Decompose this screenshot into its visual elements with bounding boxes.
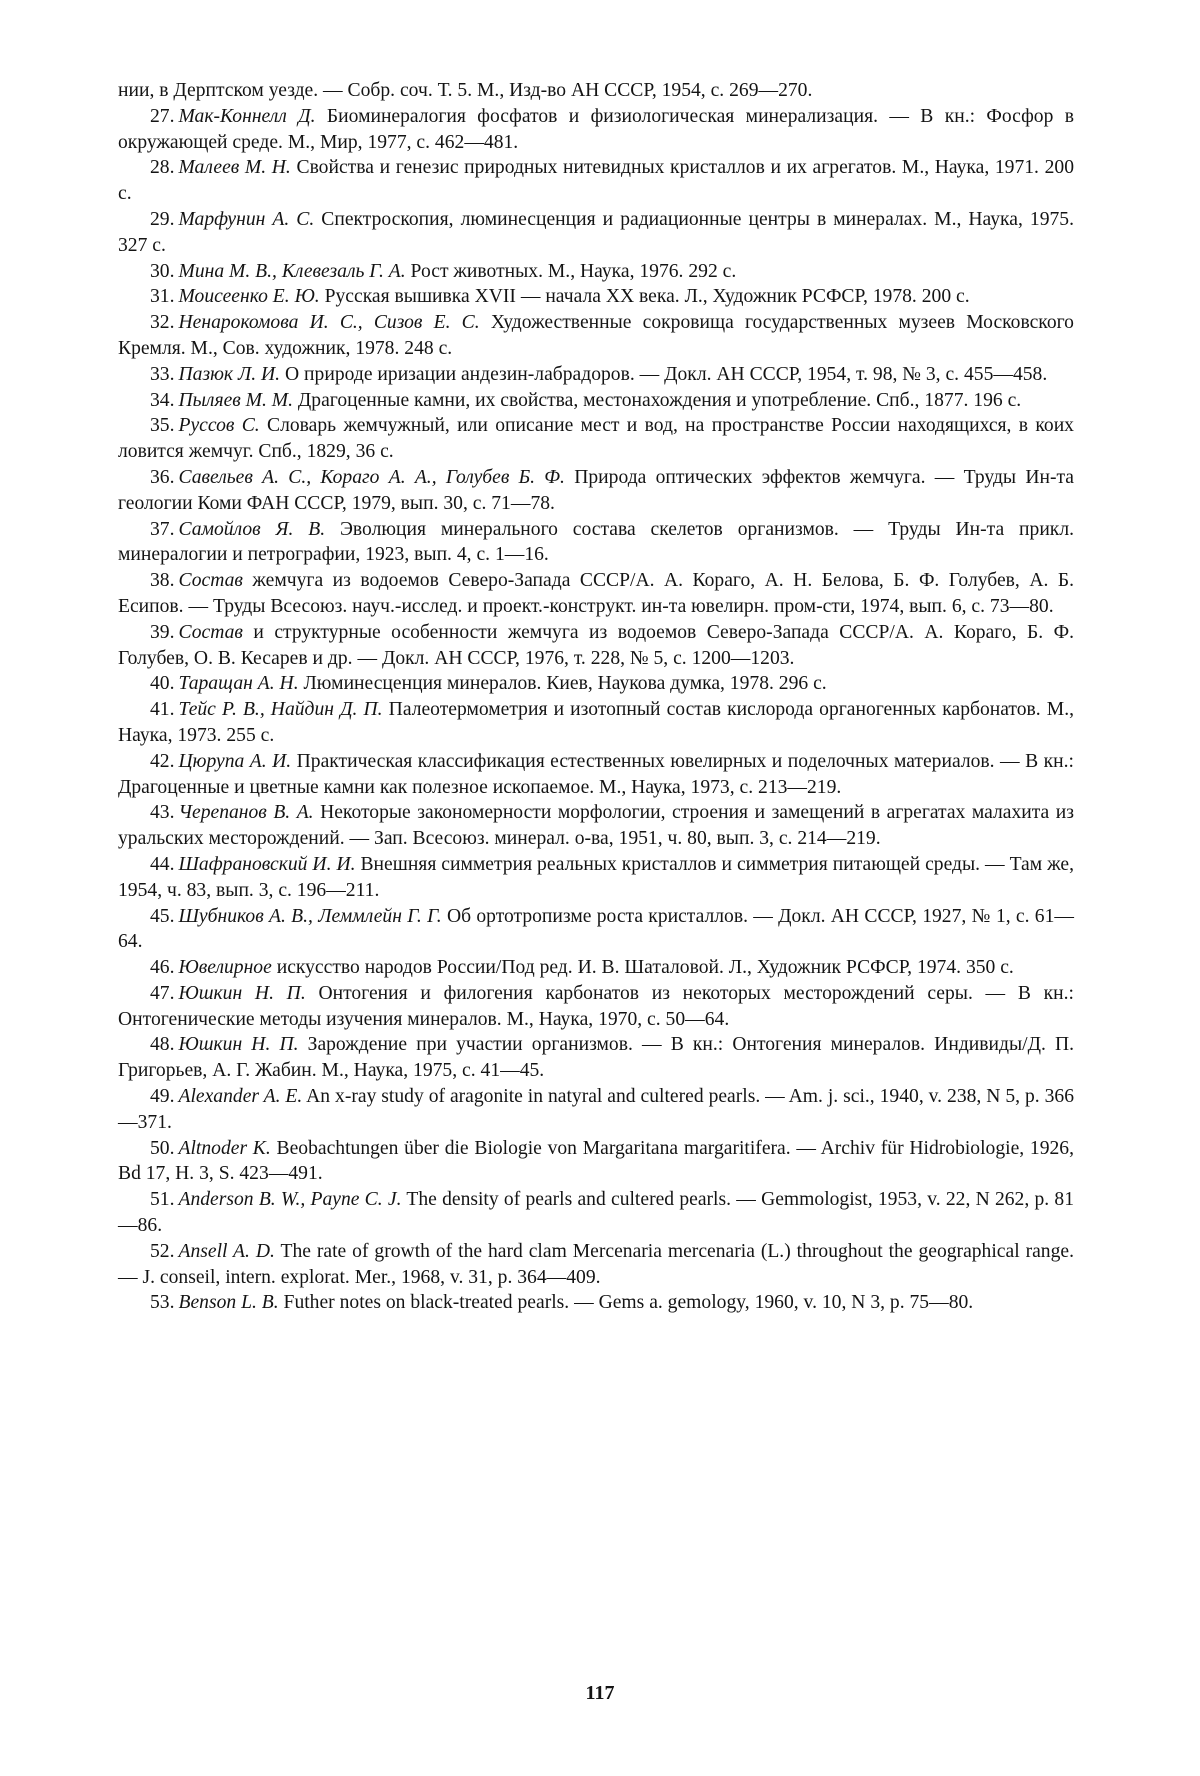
reference-number: 33. (150, 363, 175, 385)
reference-text: Внешняя симметрия реальных кристаллов и симметрия питающей среды. — Там же, 1954, ч. 83, вып. 3, с. 196—211. (118, 853, 1074, 901)
reference-author: Мина М. В., Клевезаль Г. А. (178, 260, 406, 282)
reference-item (118, 1239, 1074, 1291)
reference-author: Марфунин А. С. (178, 208, 315, 230)
reference-number: 44. (150, 853, 175, 875)
reference-item (118, 800, 1074, 852)
reference-number: 30. (150, 260, 175, 282)
reference-author: Состав (178, 570, 243, 592)
reference-item (118, 362, 1074, 388)
reference-number: 52. (150, 1240, 175, 1262)
reference-number: 40. (150, 673, 175, 695)
reference-author: Черепанов В. А. (178, 802, 314, 824)
reference-number: 48. (150, 1034, 175, 1056)
reference-author: Юшкин Н. П. (178, 1034, 299, 1056)
reference-text: Онтогения и филогения карбонатов из некоторых месторождений серы. — В кн.: Онтогенические методы изучения минералов. М., Наука, 1970, с. 50—64. (118, 982, 1074, 1030)
reference-text: и структурные особенности жемчуга из водоемов Северо-Запада СССР/А. А. Кораго, Б. Ф. Голубев, О. В. Кесарев и др. — Докл. АН СССР, 1976, т. 228, № 5, с. 1200—1203. (118, 621, 1074, 669)
reference-text: Природа оптических эффектов жемчуга. — Труды Ин-та геологии Коми ФАН СССР, 1979, вып. 30, с. 71—78. (118, 466, 1075, 514)
reference-text: О природе иризации андезин-лабрадоров. — Докл. АН СССР, 1954, т. 98, № 3, с. 455—458. (285, 363, 1048, 385)
reference-item (118, 1290, 1074, 1316)
reference-author: Тейс Р. В., Найдин Д. П. (178, 699, 383, 721)
reference-item (118, 852, 1074, 904)
reference-author: Altnoder K. (178, 1137, 271, 1159)
reference-item (118, 104, 1074, 156)
reference-text: Люминесценция минералов. Киев, Наукова думка, 1978. 296 с. (303, 673, 827, 695)
reference-text: Спектроскопия, люминесценция и радиационные центры в минералах. М., Наука, 1975. 327 с. (118, 208, 1074, 256)
reference-text: Зарождение при участии организмов. — В кн.: Онтогения минералов. Индивиды/Д. П. Григорьев, А. Г. Жабин. М., Наука, 1975, с. 41—45. (118, 1034, 1075, 1082)
reference-text: Эволюция минерального состава скелетов организмов. — Труды Ин-та прикл. минералогии и петрографии, 1923, вып. 4, с. 1—16. (118, 518, 1074, 566)
reference-item (118, 259, 1074, 285)
reference-item (118, 155, 1074, 207)
reference-author: Ювелирное (178, 957, 272, 979)
reference-text: искусство народов России/Под ред. И. В. Шаталовой. Л., Художник РСФСР, 1974. 350 с. (276, 957, 1014, 979)
reference-number: 37. (150, 518, 175, 540)
reference-item (118, 465, 1074, 517)
page-number: 117 (585, 1682, 615, 1704)
reference-text: Некоторые закономерности морфологии, строения и замещений в агрегатах малахита из уральских месторождений. — Зап. Всесоюз. минерал. о-ва, 1951, ч. 80, вып. 3, с. 214—219. (118, 802, 1074, 850)
reference-continuation: нии, в Дерптском уезде. — Собр. соч. Т. 5. М., Изд-во АН СССР, 1954, с. 269—270. (118, 80, 813, 101)
reference-item (118, 207, 1074, 259)
reference-list (118, 78, 1074, 1316)
reference-item (118, 981, 1074, 1033)
reference-author: Состав (178, 621, 243, 643)
reference-text: жемчуга из водоемов Северо-Запада СССР/А. А. Кораго, А. Н. Белова, Б. Ф. Голубев, А. Б. Есипов. — Труды Всесоюз. науч.-исслед. и проект.-конструкт. ин-та ювелирн. пром-сти, 1974, вып. 6, с. 73—80. (118, 570, 1075, 617)
reference-number: 32. (150, 312, 175, 334)
reference-item (118, 568, 1074, 620)
reference-number: 34. (150, 389, 175, 411)
reference-number: 27. (150, 105, 175, 127)
reference-author: Юшкин Н. П. (178, 982, 306, 1004)
reference-author: Benson L. B. (178, 1292, 279, 1314)
reference-item (118, 284, 1074, 310)
reference-number: 43. (150, 802, 175, 824)
reference-author: Шафрановский И. И. (178, 853, 356, 875)
reference-number: 39. (150, 621, 175, 643)
reference-text: Словарь жемчужный, или описание мест и вод, на пространстве России находящихся, в коих ловится жемчуг. Спб., 1829, 36 с. (118, 415, 1074, 463)
reference-author: Мак-Коннелл Д. (178, 105, 316, 127)
reference-text: Futher notes on black-treated pearls. — Gems a. gemology, 1960, v. 10, N 3, p. 75—80. (283, 1292, 974, 1314)
reference-author: Савельев А. С., Кораго А. А., Голубев Б. Ф. (178, 466, 565, 488)
reference-number: 29. (150, 208, 175, 230)
reference-number: 28. (150, 157, 175, 179)
reference-item (118, 671, 1074, 697)
reference-number: 38. (150, 570, 175, 592)
reference-author: Ненарокомова И. С., Сизов Е. С. (178, 312, 480, 334)
reference-item (118, 697, 1074, 749)
reference-number: 42. (150, 750, 175, 772)
reference-text: Палеотермометрия и изотопный состав кислорода органогенных карбонатов. М., Наука, 1973. 255 с. (118, 699, 1074, 746)
reference-text: Beobachtungen über die Biologie von Margaritana margaritifera. — Archiv für Hidrobiologie, 1926, Bd 17, H. 3, S. 423—491. (118, 1137, 1075, 1185)
reference-text: Рост животных. М., Наука, 1976. 292 с. (410, 260, 737, 282)
reference-item (118, 1187, 1074, 1239)
reference-author: Шубников А. В., Леммлейн Г. Г. (178, 905, 442, 927)
reference-item (118, 620, 1074, 672)
reference-number: 47. (150, 982, 175, 1004)
reference-text: Биоминералогия фосфатов и физиологическая минерализация. — В кн.: Фосфор в окружающей среде. М., Мир, 1977, с. 462—481. (118, 105, 1074, 153)
reference-item (118, 1084, 1074, 1136)
reference-item (118, 1032, 1074, 1084)
reference-item (118, 1136, 1074, 1188)
reference-text: Практическая классификация естественных ювелирных и поделочных материалов. — В кн.: Драгоценные и цветные камни как полезное ископаемое. М., Наука, 1973, с. 213—219. (118, 750, 1074, 798)
reference-author: Малеев М. Н. (178, 157, 291, 179)
reference-item (118, 517, 1074, 569)
reference-item (118, 388, 1074, 414)
reference-author: Самойлов Я. В. (178, 518, 326, 540)
reference-text: Художественные сокровища государственных музеев Московского Кремля. М., Сов. художник, 1978. 248 с. (118, 312, 1074, 359)
reference-number: 31. (150, 286, 175, 308)
reference-text: The rate of growth of the hard clam Mercenaria mercenaria (L.) throughout the geographical range. — J. conseil, intern. explorat. Mer., 1968, v. 31, p. 364—409. (118, 1240, 1074, 1288)
reference-author: Цюрупа А. И. (178, 750, 292, 772)
reference-number: 35. (150, 415, 175, 437)
reference-number: 53. (150, 1292, 175, 1314)
reference-number: 51. (150, 1189, 175, 1211)
reference-author: Пыляев М. М. (178, 389, 294, 411)
reference-author: Руссов С. (178, 415, 260, 437)
reference-number: 50. (150, 1137, 175, 1159)
reference-text: Свойства и генезис природных нитевидных кристаллов и их агрегатов. М., Наука, 1971. 200 с. (118, 157, 1074, 205)
reference-number: 36. (150, 466, 175, 488)
reference-item (118, 413, 1074, 465)
reference-item (118, 904, 1074, 956)
reference-text: Русская вышивка XVII — начала XX века. Л., Художник РСФСР, 1978. 200 с. (324, 286, 970, 308)
reference-text: Драгоценные камни, их свойства, местонахождения и употребление. Спб., 1877. 196 с. (297, 389, 1022, 411)
reference-item (118, 749, 1074, 801)
reference-number: 49. (150, 1086, 175, 1108)
reference-entries (118, 104, 1074, 1316)
reference-number: 45. (150, 905, 175, 927)
reference-item (118, 310, 1074, 362)
reference-author: Alexander A. E. (178, 1086, 303, 1108)
reference-author: Моисеенко Е. Ю. (178, 286, 320, 308)
reference-author: Ansell A. D. (178, 1240, 275, 1262)
reference-text: An x-ray study of aragonite in natyral and cultered pearls. — Am. j. sci., 1940, v. 238, N 5, p. 366—371. (118, 1086, 1074, 1133)
reference-author: Пазюк Л. И. (178, 363, 281, 385)
reference-author: Anderson B. W., Payne C. J. (178, 1189, 402, 1211)
reference-author: Таращан А. Н. (178, 673, 299, 695)
reference-number: 41. (150, 699, 175, 721)
reference-text: The density of pearls and cultered pearls. — Gemmologist, 1953, v. 22, N 262, p. 81—86. (118, 1189, 1075, 1237)
reference-item (118, 955, 1074, 981)
reference-number: 46. (150, 957, 175, 979)
reference-text: Об ортотропизме роста кристаллов. — Докл. АН СССР, 1927, № 1, с. 61—64. (118, 905, 1074, 953)
